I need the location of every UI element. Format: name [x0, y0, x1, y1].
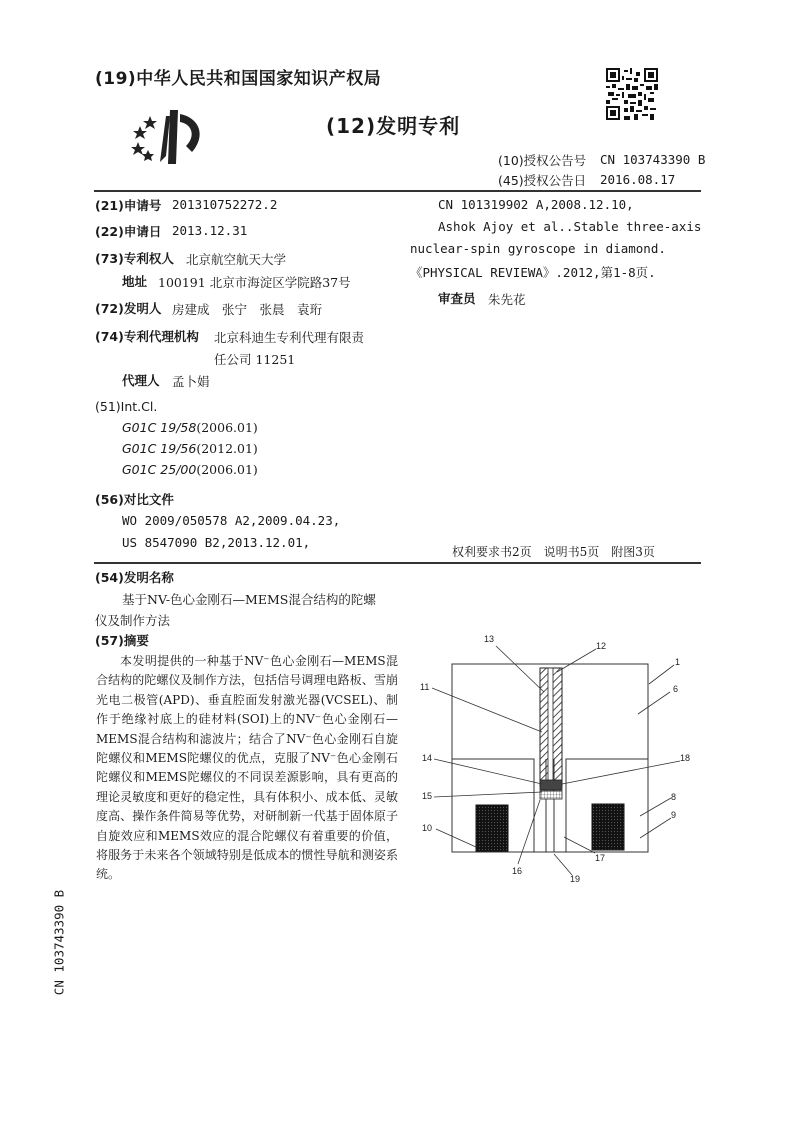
- agent-label: 代理人: [122, 373, 160, 388]
- examiner: 朱先花: [488, 292, 526, 307]
- agent: 孟卜娟: [172, 374, 210, 389]
- grant-pub-date-label: (45)授权公告日: [498, 173, 587, 188]
- app-no: 201310752272.2: [172, 197, 278, 212]
- ref-item: nuclear-spin gyroscope in diamond.: [410, 241, 666, 256]
- cnipa-emblem: [130, 106, 208, 168]
- intcl-date: (2012.01): [196, 441, 258, 456]
- gyroscope-structure-figure: [412, 632, 712, 882]
- invention-title-line: 仪及制作方法: [95, 613, 171, 628]
- header-divider: [94, 190, 701, 192]
- figure-label: 16: [512, 866, 523, 876]
- agency-line1: 北京科迪生专利代理有限责: [214, 330, 365, 345]
- intcl-date: (2006.01): [196, 462, 258, 477]
- intcl-label: (51)Int.Cl.: [95, 399, 158, 414]
- star-icon: [133, 126, 147, 139]
- address-label: 地址: [122, 274, 148, 289]
- apd-block-right: [592, 804, 624, 850]
- document-kind: (12)发明专利: [326, 114, 461, 138]
- refs-label: (56)对比文件: [95, 492, 174, 507]
- examiner-label: 审查员: [438, 291, 476, 306]
- figure-label: 19: [570, 874, 581, 882]
- qr-code-icon: [606, 68, 658, 120]
- agency-label: (74)专利代理机构: [95, 329, 199, 344]
- ref-item: US 8547090 B2,2013.12.01,: [122, 535, 311, 550]
- title-label: (54)发明名称: [95, 570, 174, 585]
- figure-label: 13: [484, 634, 495, 644]
- star-icon: [131, 142, 145, 155]
- patentee-label: (73)专利权人: [95, 251, 174, 266]
- section-divider: [94, 562, 701, 564]
- ref-item: 《PHYSICAL REVIEWA》.2012,第1-8页.: [410, 265, 656, 280]
- intcl-row: [122, 441, 258, 456]
- figure-label: 18: [680, 753, 691, 763]
- intcl-code: G01C 19/56: [122, 441, 197, 456]
- side-patent-number: CN 103743390 B: [51, 889, 67, 996]
- inventors-label: (72)发明人: [95, 301, 162, 316]
- figure-label: 11: [420, 682, 430, 692]
- figure-label: 10: [422, 823, 433, 833]
- figure-label: 1: [675, 657, 681, 667]
- grant-pub-no-label: (10)授权公告号: [498, 153, 587, 168]
- figure-label: 12: [596, 641, 607, 651]
- address: 100191 北京市海淀区学院路37号: [158, 275, 351, 290]
- app-date: 2013.12.31: [172, 223, 248, 238]
- filter-layer: [540, 780, 562, 790]
- figure-label: 17: [595, 853, 606, 863]
- intcl-row: [122, 462, 258, 477]
- invention-title-line: 基于NV-色心金刚石—MEMS混合结构的陀螺: [122, 592, 376, 607]
- intcl-code: G01C 25/00: [122, 462, 197, 477]
- office-name: (19)中华人民共和国国家知识产权局: [95, 69, 382, 89]
- ref-item: WO 2009/050578 A2,2009.04.23,: [122, 513, 341, 528]
- figure-label: 9: [671, 810, 677, 820]
- star-icon: [142, 150, 154, 161]
- figure-label: 6: [673, 684, 679, 694]
- intcl-date: (2006.01): [196, 420, 258, 435]
- app-date-label: (22)申请日: [95, 224, 162, 239]
- ref-item: CN 101319902 A,2008.12.10,: [438, 197, 634, 212]
- patentee: 北京航空航天大学: [186, 252, 287, 267]
- inventors: 房建成 张宁 张晨 袁珩: [172, 302, 323, 317]
- apd-block-left: [476, 805, 508, 851]
- figure-label: 14: [422, 753, 433, 763]
- abstract-label: (57)摘要: [95, 633, 149, 648]
- star-icon: [143, 116, 157, 129]
- abstract-text: 本发明提供的一种基于NV⁻色心金刚石—MEMS混合结构的陀螺仪及制作方法，包括信号调理电路板、雪崩光电二极管(APD)、垂直腔面发射激光器(VCSEL)、制作于绝缘衬底上的硅材料(SOI)上的NV⁻色心金刚石—MEMS混合结构和滤波片；结合了NV⁻色心金刚石自旋陀螺仪和MEMS陀螺仪的优点，克服了NV⁻色心金刚石陀螺仪和MEMS陀螺仪的不同误差源影响，具有更高的理论灵敏度和更好的稳定性，具有体积小、成本低、灵敏度高、操作条件简易等优势，对研制新一代基于固体原子自旋效应和MEMS效应的混合陀螺仪有着重要的价值，将服务于未来各个领域特别是低成本的惯性导航和测姿系统。: [96, 654, 398, 882]
- figure-label: 8: [671, 792, 677, 802]
- app-no-label: (21)申请号: [95, 198, 162, 213]
- ref-item: Ashok Ajoy et al..Stable three-axis: [438, 219, 702, 234]
- grant-pub-no: CN 103743390 B: [600, 152, 706, 167]
- fiber: [548, 668, 553, 786]
- agency-line2: 任公司 11251: [214, 352, 296, 367]
- grant-pub-date: 2016.08.17: [600, 172, 676, 187]
- figure-label: 15: [422, 791, 433, 801]
- page-counts: 权利要求书2页 说明书5页 附图3页: [452, 545, 655, 559]
- intcl-code: G01C 19/58: [122, 420, 197, 435]
- diamond-layer: [540, 791, 562, 799]
- intcl-row: [122, 420, 258, 435]
